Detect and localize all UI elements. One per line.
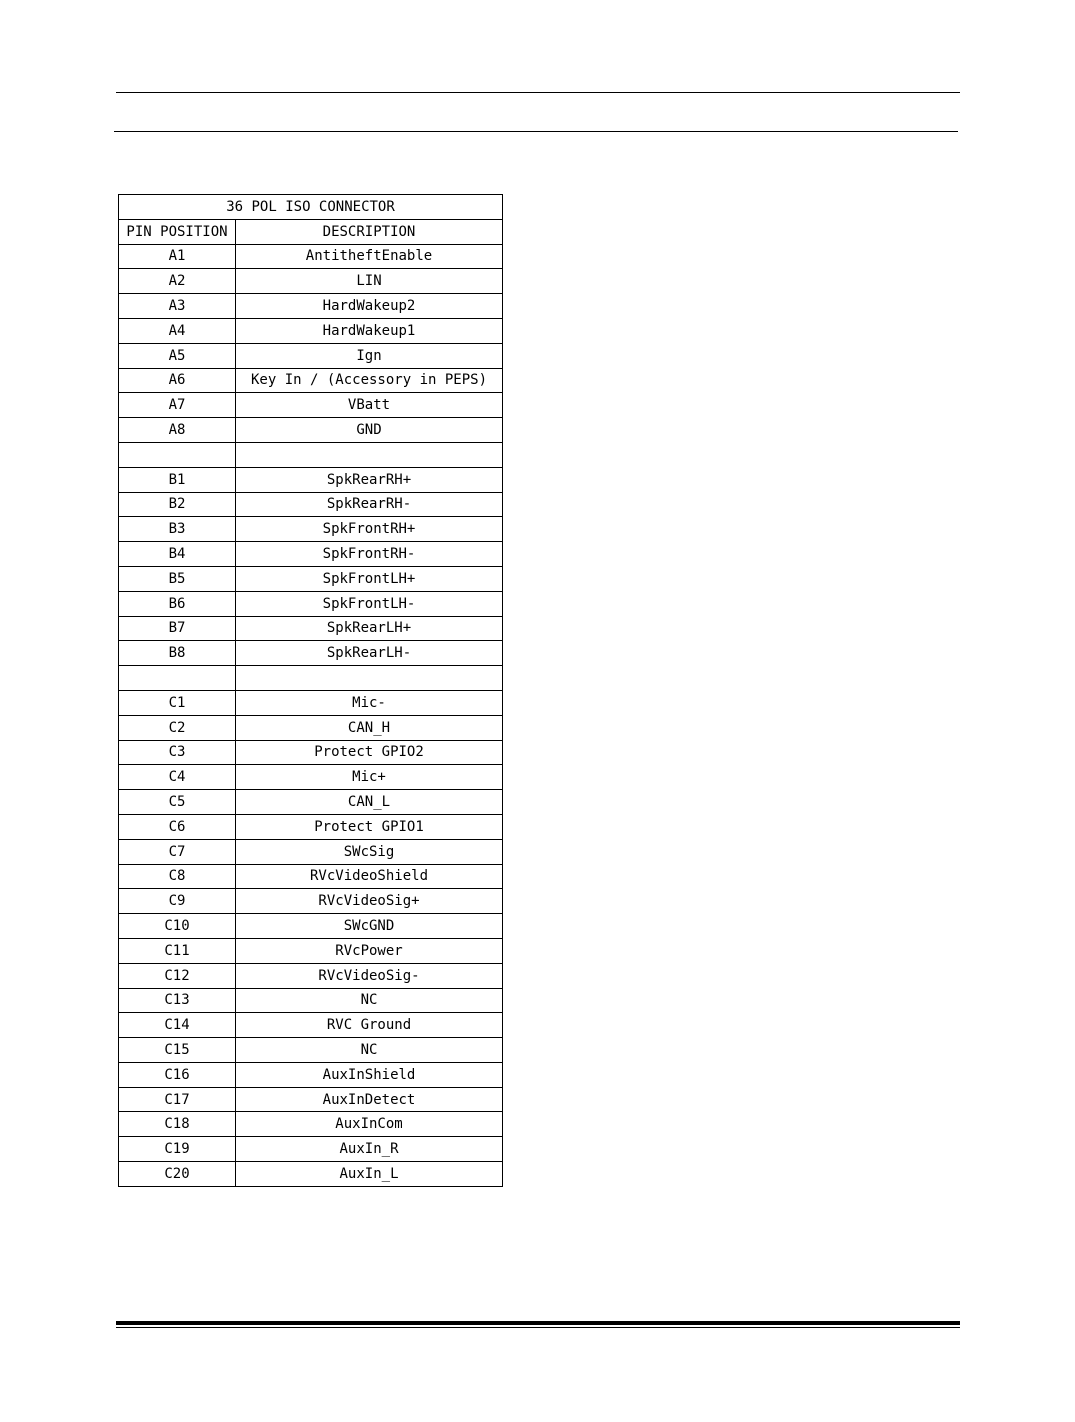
table-row xyxy=(119,914,503,939)
description-header: DESCRIPTION xyxy=(236,219,503,244)
pin-position-header: PIN POSITION xyxy=(119,219,236,244)
pin-position-cell: C5 xyxy=(119,790,236,815)
table-row xyxy=(119,814,503,839)
footer-rule-thin xyxy=(116,1327,960,1328)
pin-position-cell: C12 xyxy=(119,963,236,988)
pin-position-cell: A1 xyxy=(119,244,236,269)
description-cell: Protect GPIO2 xyxy=(236,740,503,765)
table-row xyxy=(119,269,503,294)
table-row xyxy=(119,517,503,542)
pin-position-cell: C4 xyxy=(119,765,236,790)
pin-position-cell: C19 xyxy=(119,1137,236,1162)
pin-position-cell: C6 xyxy=(119,814,236,839)
table-row xyxy=(119,1112,503,1137)
description-cell: SpkRearLH+ xyxy=(236,616,503,641)
pin-position-cell: B4 xyxy=(119,542,236,567)
description-cell: RVcVideoShield xyxy=(236,864,503,889)
pin-position-cell: C16 xyxy=(119,1062,236,1087)
table-row xyxy=(119,790,503,815)
description-cell: NC xyxy=(236,1038,503,1063)
pin-position-cell: C8 xyxy=(119,864,236,889)
description-cell: CAN_L xyxy=(236,790,503,815)
footer-rule-thick xyxy=(116,1321,960,1325)
pin-position-cell: B7 xyxy=(119,616,236,641)
table-title-row xyxy=(119,195,503,220)
pin-position-cell: A2 xyxy=(119,269,236,294)
description-cell: AuxInCom xyxy=(236,1112,503,1137)
table-row xyxy=(119,889,503,914)
pin-position-cell: C3 xyxy=(119,740,236,765)
header-rule-bottom xyxy=(114,131,958,132)
pin-position-cell: B1 xyxy=(119,467,236,492)
table-row xyxy=(119,1038,503,1063)
connector-pinout-table xyxy=(118,194,503,1187)
table-row xyxy=(119,566,503,591)
pin-position-cell: B8 xyxy=(119,641,236,666)
description-cell: CAN_H xyxy=(236,715,503,740)
pin-position-cell: C15 xyxy=(119,1038,236,1063)
table-title: 36 POL ISO CONNECTOR xyxy=(119,195,503,220)
table-row xyxy=(119,294,503,319)
description-cell xyxy=(236,442,503,467)
table-row xyxy=(119,1137,503,1162)
description-cell: HardWakeup2 xyxy=(236,294,503,319)
table-row xyxy=(119,1162,503,1187)
pin-position-cell: B3 xyxy=(119,517,236,542)
description-cell: SpkRearRH+ xyxy=(236,467,503,492)
description-cell: SpkFrontLH- xyxy=(236,591,503,616)
description-cell: RVcVideoSig+ xyxy=(236,889,503,914)
table-row xyxy=(119,542,503,567)
pin-position-cell: C14 xyxy=(119,1013,236,1038)
table-row xyxy=(119,442,503,467)
description-cell: NC xyxy=(236,988,503,1013)
table-row xyxy=(119,938,503,963)
description-cell: SpkRearRH- xyxy=(236,492,503,517)
description-cell: RVC Ground xyxy=(236,1013,503,1038)
description-cell: VBatt xyxy=(236,393,503,418)
header-rule-top xyxy=(116,92,960,93)
pin-position-cell: C7 xyxy=(119,839,236,864)
table-row xyxy=(119,666,503,691)
description-cell: HardWakeup1 xyxy=(236,318,503,343)
description-cell: RVcPower xyxy=(236,938,503,963)
description-cell: SpkFrontRH+ xyxy=(236,517,503,542)
pin-position-cell: B2 xyxy=(119,492,236,517)
pin-position-cell: A3 xyxy=(119,294,236,319)
table-row xyxy=(119,641,503,666)
pin-position-cell: C10 xyxy=(119,914,236,939)
table-row xyxy=(119,591,503,616)
table-row xyxy=(119,467,503,492)
pin-position-cell: B5 xyxy=(119,566,236,591)
pin-position-cell xyxy=(119,666,236,691)
description-cell: RVcVideoSig- xyxy=(236,963,503,988)
pin-position-cell: B6 xyxy=(119,591,236,616)
description-cell: GND xyxy=(236,418,503,443)
pin-position-cell: C9 xyxy=(119,889,236,914)
description-cell: LIN xyxy=(236,269,503,294)
pin-position-cell: C11 xyxy=(119,938,236,963)
description-cell: SpkFrontRH- xyxy=(236,542,503,567)
table-row xyxy=(119,765,503,790)
table-row xyxy=(119,1013,503,1038)
table-row xyxy=(119,864,503,889)
table-row xyxy=(119,343,503,368)
description-cell: Ign xyxy=(236,343,503,368)
table-body xyxy=(119,244,503,1186)
table-row xyxy=(119,616,503,641)
description-cell: AuxInShield xyxy=(236,1062,503,1087)
pin-position-cell: C13 xyxy=(119,988,236,1013)
table-row xyxy=(119,492,503,517)
table-row xyxy=(119,393,503,418)
description-cell: AntitheftEnable xyxy=(236,244,503,269)
description-cell: AuxInDetect xyxy=(236,1087,503,1112)
table-row xyxy=(119,715,503,740)
pin-position-cell: C18 xyxy=(119,1112,236,1137)
description-cell xyxy=(236,666,503,691)
description-cell: SpkFrontLH+ xyxy=(236,566,503,591)
table-row xyxy=(119,839,503,864)
pin-position-cell: A7 xyxy=(119,393,236,418)
table-row xyxy=(119,963,503,988)
table-row xyxy=(119,244,503,269)
table-row xyxy=(119,1087,503,1112)
description-cell: SWcGND xyxy=(236,914,503,939)
table-row xyxy=(119,988,503,1013)
pin-position-cell: A4 xyxy=(119,318,236,343)
table-row xyxy=(119,740,503,765)
pin-position-cell: C17 xyxy=(119,1087,236,1112)
pin-position-cell xyxy=(119,442,236,467)
pin-position-cell: A8 xyxy=(119,418,236,443)
description-cell: Protect GPIO1 xyxy=(236,814,503,839)
pin-position-cell: C20 xyxy=(119,1162,236,1187)
table-row xyxy=(119,690,503,715)
description-cell: AuxIn_R xyxy=(236,1137,503,1162)
pin-position-cell: C1 xyxy=(119,690,236,715)
pin-position-cell: A5 xyxy=(119,343,236,368)
description-cell: Key In / (Accessory in PEPS) xyxy=(236,368,503,393)
description-cell: AuxIn_L xyxy=(236,1162,503,1187)
table-row xyxy=(119,1062,503,1087)
table-row xyxy=(119,318,503,343)
table-row xyxy=(119,368,503,393)
description-cell: Mic+ xyxy=(236,765,503,790)
table-row xyxy=(119,418,503,443)
description-cell: Mic- xyxy=(236,690,503,715)
pin-position-cell: A6 xyxy=(119,368,236,393)
table-header-row xyxy=(119,219,503,244)
description-cell: SWcSig xyxy=(236,839,503,864)
pin-position-cell: C2 xyxy=(119,715,236,740)
description-cell: SpkRearLH- xyxy=(236,641,503,666)
